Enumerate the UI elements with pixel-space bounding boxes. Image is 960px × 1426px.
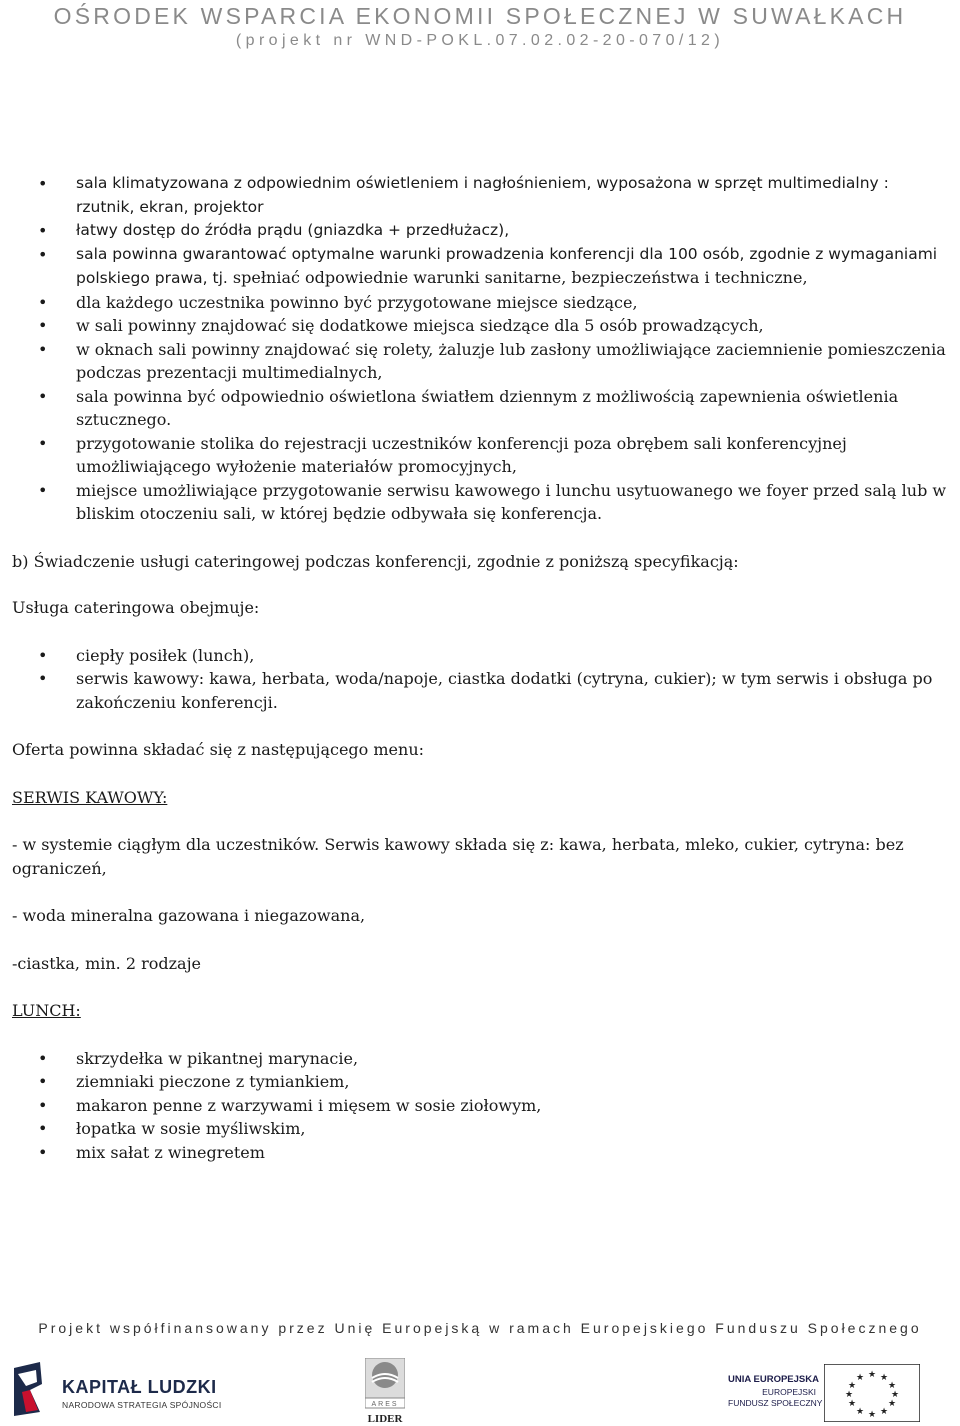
svg-text:★: ★ [887, 1399, 897, 1409]
eu-logo [728, 1364, 928, 1422]
coffee-service-heading: SERWIS KAWOWY: [12, 787, 168, 807]
lunch-menu-list [12, 1047, 952, 1165]
ares-caption: ARES [371, 1401, 399, 1408]
svg-text:★: ★ [855, 1373, 865, 1383]
ares-logo [360, 1358, 410, 1426]
svg-text:★: ★ [887, 1381, 897, 1391]
svg-text:★: ★ [855, 1407, 865, 1417]
svg-text:★: ★ [847, 1399, 857, 1409]
svg-text:★: ★ [844, 1390, 854, 1400]
eu-union-label: UNIA EUROPEJSKA [728, 1374, 819, 1385]
kapital-ludzki-logo [10, 1360, 222, 1420]
eu-fund-label-2: FUNDUSZ SPOŁECZNY [728, 1398, 823, 1408]
svg-text:★: ★ [867, 1370, 877, 1380]
list-item: • ciepły posiłek (lunch), [12, 644, 952, 668]
svg-text:★: ★ [867, 1410, 877, 1420]
list-item: • sala klimatyzowana z odpowiednim oświetleniem i nagłośnieniem, wyposażona w sprzęt multimedialny : rzutnik, ekran, projektor [12, 172, 952, 219]
list-item: • skrzydełka w pikantnej marynacie, [12, 1047, 952, 1071]
svg-text:★: ★ [890, 1390, 900, 1400]
organization-title: OŚRODEK WSPARCIA EKONOMII SPOŁECZNEJ W SUWAŁKACH [53, 3, 907, 29]
list-item: • sala powinna gwarantować optymalne warunki prowadzenia konferencji dla 100 osób, zgodnie z wymaganiami polskiego prawa, tj. spełniać odpowiednie warunki sanitarne, bezpieczeństwa i techniczne, [12, 243, 952, 291]
list-item: • miejsce umożliwiające przygotowanie serwisu kawowego i lunchu usytuowanego we foyer przed salą lub w bliskim otoczeniu sali, w której będzie odbywała się konferencja. [12, 479, 952, 526]
section-b-paragraph: b) Świadczenie usługi cateringowej podczas konferencji, zgodnie z poniższą specyfikacją: [12, 551, 739, 571]
svg-text:★: ★ [847, 1381, 857, 1391]
list-item: • łatwy dostęp do źródła prądu (gniazdka + przedłużacz), [12, 219, 952, 243]
lunch-heading: LUNCH: [12, 1001, 81, 1020]
svg-text:★: ★ [879, 1373, 889, 1383]
list-item: • przygotowanie stolika do rejestracji uczestników konferencji poza obrębem sali konferencyjnej umożliwiającego wyłożenie materiałów promocyjnych, [12, 432, 952, 479]
list-item: • mix sałat z winegretem [12, 1141, 952, 1165]
coffee-service-cookies: -ciastka, min. 2 rodzaje [12, 953, 202, 973]
coffee-service-line: - w systemie ciągłym dla uczestników. Serwis kawowy składa się z: kawa, herbata, mleko, cukier, cytryna: bez ograniczeń, [12, 835, 904, 878]
coffee-service-water: - woda mineralna gazowana i niegazowana, [12, 906, 366, 925]
svg-text:★: ★ [879, 1407, 889, 1417]
lider-label: LIDER [367, 1413, 403, 1425]
list-item: • makaron penne z warzywami i mięsem w sosie ziołowym, [12, 1094, 952, 1118]
page-header [0, 0, 960, 52]
list-item: • dla każdego uczestnika powinno być przygotowane miejsce siedzące, [12, 291, 952, 315]
eu-cofinancing-note: Projekt współfinansowany przez Unię Europejską w ramach Europejskiego Funduszu Społecznego [38, 1320, 922, 1336]
eu-fund-label-1: EUROPEJSKI [762, 1387, 816, 1397]
ares-emblem-icon [365, 1358, 405, 1410]
project-number: (projekt nr WND-POKL.07.02.02-20-070/12) [235, 32, 725, 49]
list-item: • sala powinna być odpowiednio oświetlona światłem dziennym z możliwością zapewnienia oświetlenia sztucznego. [12, 385, 952, 432]
list-item: • w sali powinny znajdować się dodatkowe miejsca siedzące dla 5 osób prowadzących, [12, 314, 952, 338]
menu-intro: Oferta powinna składać się z następującego menu: [12, 740, 425, 759]
kapital-ludzki-flag-icon [10, 1362, 46, 1416]
kapital-ludzki-subtitle: NARODOWA STRATEGIA SPÓJNOŚCI [62, 1400, 222, 1410]
kapital-ludzki-title: KAPITAŁ LUDZKI [62, 1377, 217, 1397]
venue-requirements-list [12, 172, 952, 291]
list-item: • w oknach sali powinny znajdować się rolety, żaluzje lub zasłony umożliwiające zaciemnienie pomieszczenia podczas prezentacji multimedialnych, [12, 338, 952, 385]
list-item: • łopatka w sosie myśliwskim, [12, 1117, 952, 1141]
list-item: • ziemniaki pieczone z tymiankiem, [12, 1070, 952, 1094]
eu-flag-icon [824, 1364, 920, 1422]
list-item: • serwis kawowy: kawa, herbata, woda/napoje, ciastka dodatki (cytryna, cukier); w tym serwis i obsługa po zakończeniu konferencji. [12, 667, 952, 714]
document-body [12, 172, 952, 1164]
catering-intro: Usługa cateringowa obejmuje: [12, 598, 260, 617]
catering-list [12, 644, 952, 715]
venue-requirements-list-continued [12, 291, 952, 526]
